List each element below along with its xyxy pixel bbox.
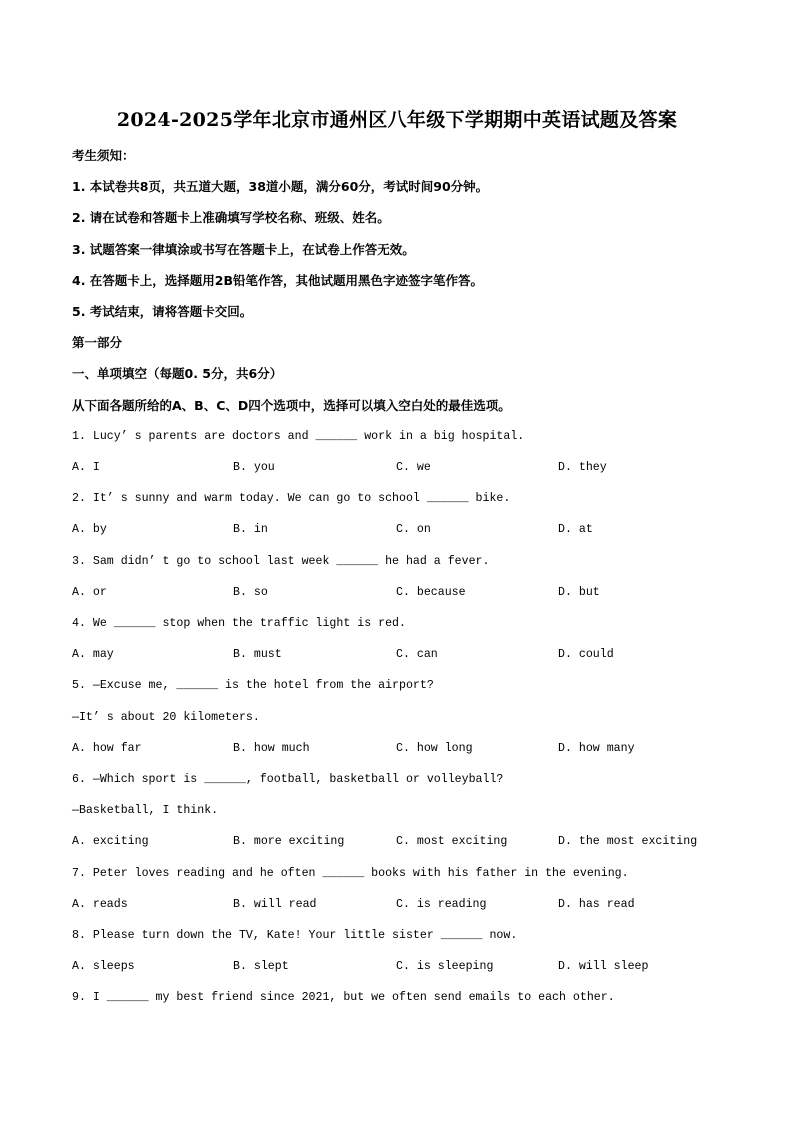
option-d: D. how many <box>558 741 635 755</box>
option-b: B. how much <box>233 741 310 755</box>
option-b: B. you <box>233 461 275 474</box>
option-d: D. they <box>558 461 607 474</box>
question-stem: 9. I ______ my best friend since 2021, but we often send emails to each other. <box>72 991 615 1005</box>
option-a: A. by <box>72 523 107 537</box>
option-b: B. in <box>233 523 268 537</box>
option-d: D. has read <box>558 897 635 911</box>
section-heading: 一、单项填空（每题0. 5分，共6分） <box>72 366 283 382</box>
question-stem: 1. Lucy’ s parents are doctors and ______ work in a big hospital. <box>72 429 525 443</box>
option-d: D. the most exciting <box>558 835 698 849</box>
dialogue-line: —It’ s about 20 kilometers. <box>72 710 260 724</box>
option-a: A. exciting <box>72 835 149 849</box>
question-stem: 7. Peter loves reading and he often ______ books with his father in the evening. <box>72 866 629 880</box>
option-b: B. so <box>233 585 268 599</box>
option-a: A. how far <box>72 741 142 755</box>
option-c: C. is reading <box>396 897 487 911</box>
option-a: A. may <box>72 648 114 662</box>
option-c: C. can <box>396 648 438 662</box>
option-c: C. on <box>396 523 431 537</box>
dialogue-line: —Basketball, I think. <box>72 804 219 818</box>
section-instruction: 从下面各题所给的A、B、C、D四个选项中，选择可以填入空白处的最佳选项。 <box>72 397 511 413</box>
option-b: B. must <box>233 648 282 662</box>
option-d: D. will sleep <box>558 960 649 974</box>
option-d: D. could <box>558 648 614 662</box>
option-a: A. sleeps <box>72 960 135 974</box>
notice-item: 4. 在答题卡上，选择题用2B铅笔作答，其他试题用黑色字迹签字笔作答。 <box>72 272 484 288</box>
option-b: B. more exciting <box>233 835 345 849</box>
notice-item: 5. 考试结束，请将答题卡交回。 <box>72 304 253 319</box>
question-stem: 8. Please turn down the TV, Kate! Your little sister ______ now. <box>72 929 518 942</box>
option-d: D. but <box>558 585 600 599</box>
question-stem: 4. We ______ stop when the traffic light is red. <box>72 617 406 630</box>
question-stem: 5. —Excuse me, ______ is the hotel from the airport? <box>72 679 434 693</box>
part-heading: 第一部分 <box>72 335 123 351</box>
option-a: A. I <box>72 461 100 474</box>
option-d: D. at <box>558 523 593 537</box>
option-c: C. most exciting <box>396 835 508 849</box>
question-stem: 3. Sam didn’ t go to school last week ______ he had a fever. <box>72 554 490 568</box>
option-c: C. is sleeping <box>396 960 494 974</box>
option-c: C. how long <box>396 741 473 755</box>
question-stem: 6. —Which sport is ______, football, basketball or volleyball? <box>72 773 504 786</box>
option-b: B. slept <box>233 960 289 974</box>
question-stem: 2. It’ s sunny and warm today. We can go to school ______ bike. <box>72 492 511 506</box>
document-title: 2024-2025学年北京市通州区八年级下学期期中英语试题及答案 <box>116 109 678 131</box>
option-a: A. or <box>72 585 107 599</box>
notice-heading: 考生须知： <box>72 148 135 163</box>
notice-item: 1. 本试卷共8页，共五道大题，38道小题，满分60分，考试时间90分钟。 <box>72 179 489 195</box>
option-c: C. we <box>396 461 431 474</box>
notice-item: 3. 试题答案一律填涂或书写在答题卡上，在试卷上作答无效。 <box>72 241 415 257</box>
option-b: B. will read <box>233 897 317 911</box>
notice-item: 2. 请在试卷和答题卡上准确填写学校名称、班级、姓名。 <box>72 210 390 226</box>
option-c: C. because <box>396 585 466 599</box>
option-a: A. reads <box>72 897 128 911</box>
